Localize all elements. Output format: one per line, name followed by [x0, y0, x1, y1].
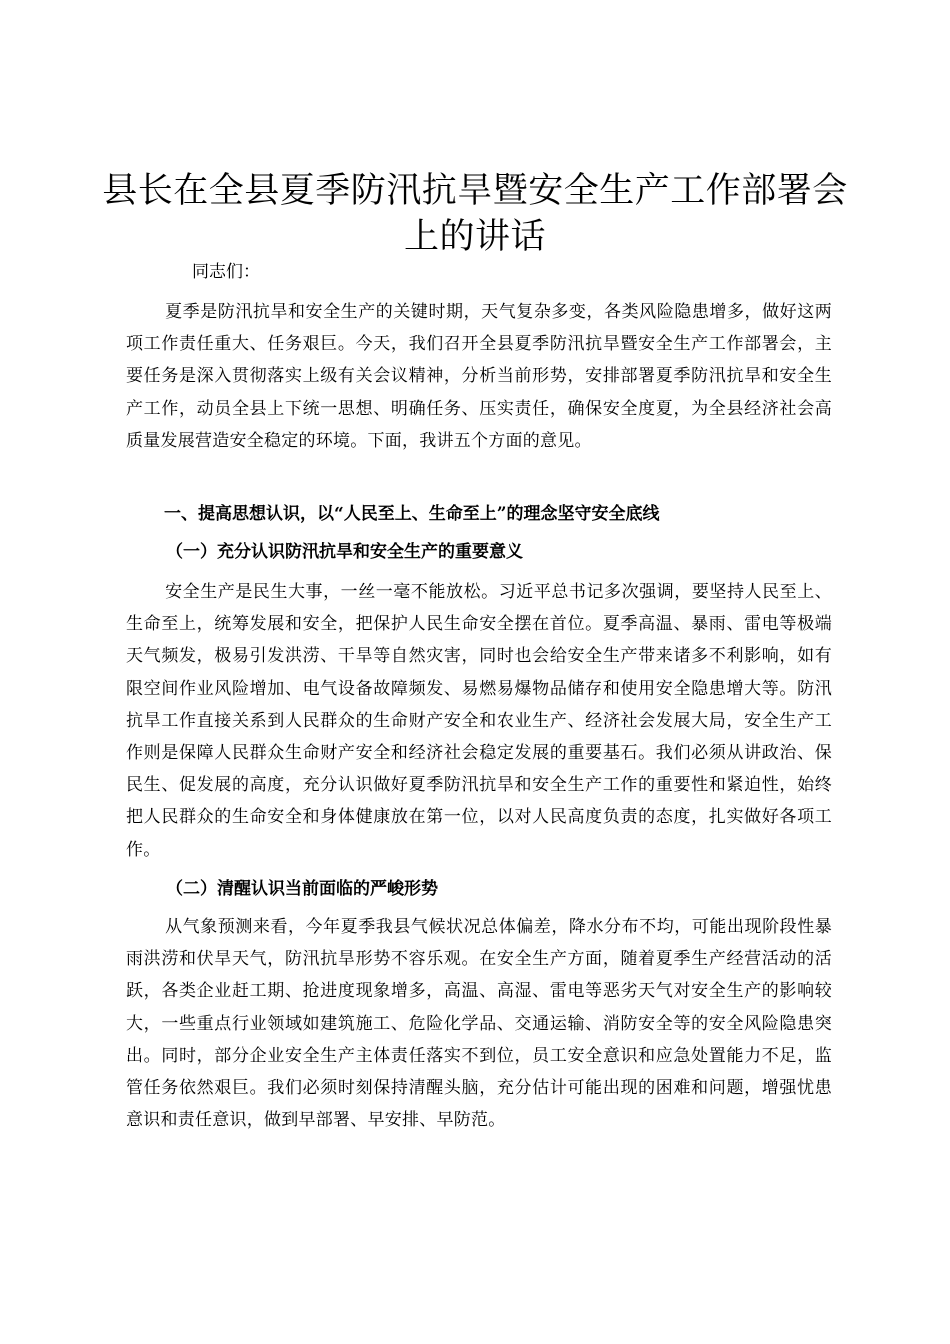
subsection-1-heading: （一）充分认识防汛抗旱和安全生产的重要意义 — [166, 542, 523, 562]
section-1-heading: 一、提高思想认识，以“人民至上、生命至上”的理念坚守安全底线 — [164, 504, 660, 524]
subsection-2-body: 从气象预测来看，今年夏季我县气候状况总体偏差，降水分布不均，可能出现阶段性暴雨洪涝和伏旱天气，防汛抗旱形势不容乐观。在安全生产方面，随着夏季生产经营活动的活跃，各类企业赶工期、抢进度现象增多，高温、高湿、雷电等恶劣天气对安全生产的影响较大，一些重点行业领域如建筑施工、危险化学品、交通运输、消防安全等的安全风险隐患突出。同时，部分企业安全生产主体责任落实不到位，员工安全意识和应急处置能力不足，监管任务依然艰巨。我们必须时刻保持清醒头脑，充分估计可能出现的困难和问题，增强忧患意识和责任意识，做到早部署、早安排、早防范。 — [126, 917, 832, 1131]
subsection-1-body: 安全生产是民生大事，一丝一毫不能放松。习近平总书记多次强调，要坚持人民至上、生命至上，统筹发展和安全，把保护人民生命安全摆在首位。夏季高温、暴雨、雷电等极端天气频发，极易引发洪涝、干旱等自然灾害，同时也会给安全生产带来诸多不利影响，如有限空间作业风险增加、电气设备故障频发、易燃易爆物品储存和使用安全隐患增大等。防汛抗旱工作直接关系到人民群众的生命财产安全和农业生产、经济社会发展大局，安全生产工作则是保障人民群众生命财产安全和经济社会稳定发展的重要基石。我们必须从讲政治、保民生、促发展的高度，充分认识做好夏季防汛抗旱和安全生产工作的重要性和紧迫性，始终把人民群众的生命安全和身体健康放在第一位，以对人民高度负责的态度，扎实做好各项工作。 — [126, 582, 832, 860]
document-title: 县长在全县夏季防汛抗旱暨安全生产工作部署会上的讲话 — [102, 171, 848, 257]
subsection-2-heading: （二）清醒认识当前面临的严峻形势 — [166, 879, 438, 899]
salutation: 同志们： — [192, 262, 260, 282]
intro-paragraph: 夏季是防汛抗旱和安全生产的关键时期，天气复杂多变，各类风险隐患增多，做好这两项工作责任重大、任务艰巨。今天，我们召开全县夏季防汛抗旱暨安全生产工作部署会，主要任务是深入贯彻落实上级有关会议精神，分析当前形势，安排部署夏季防汛抗旱和安全生产工作，动员全县上下统一思想、明确任务、压实责任，确保安全度夏，为全县经济社会高质量发展营造安全稳定的环境。下面，我讲五个方面的意见。 — [126, 302, 832, 451]
